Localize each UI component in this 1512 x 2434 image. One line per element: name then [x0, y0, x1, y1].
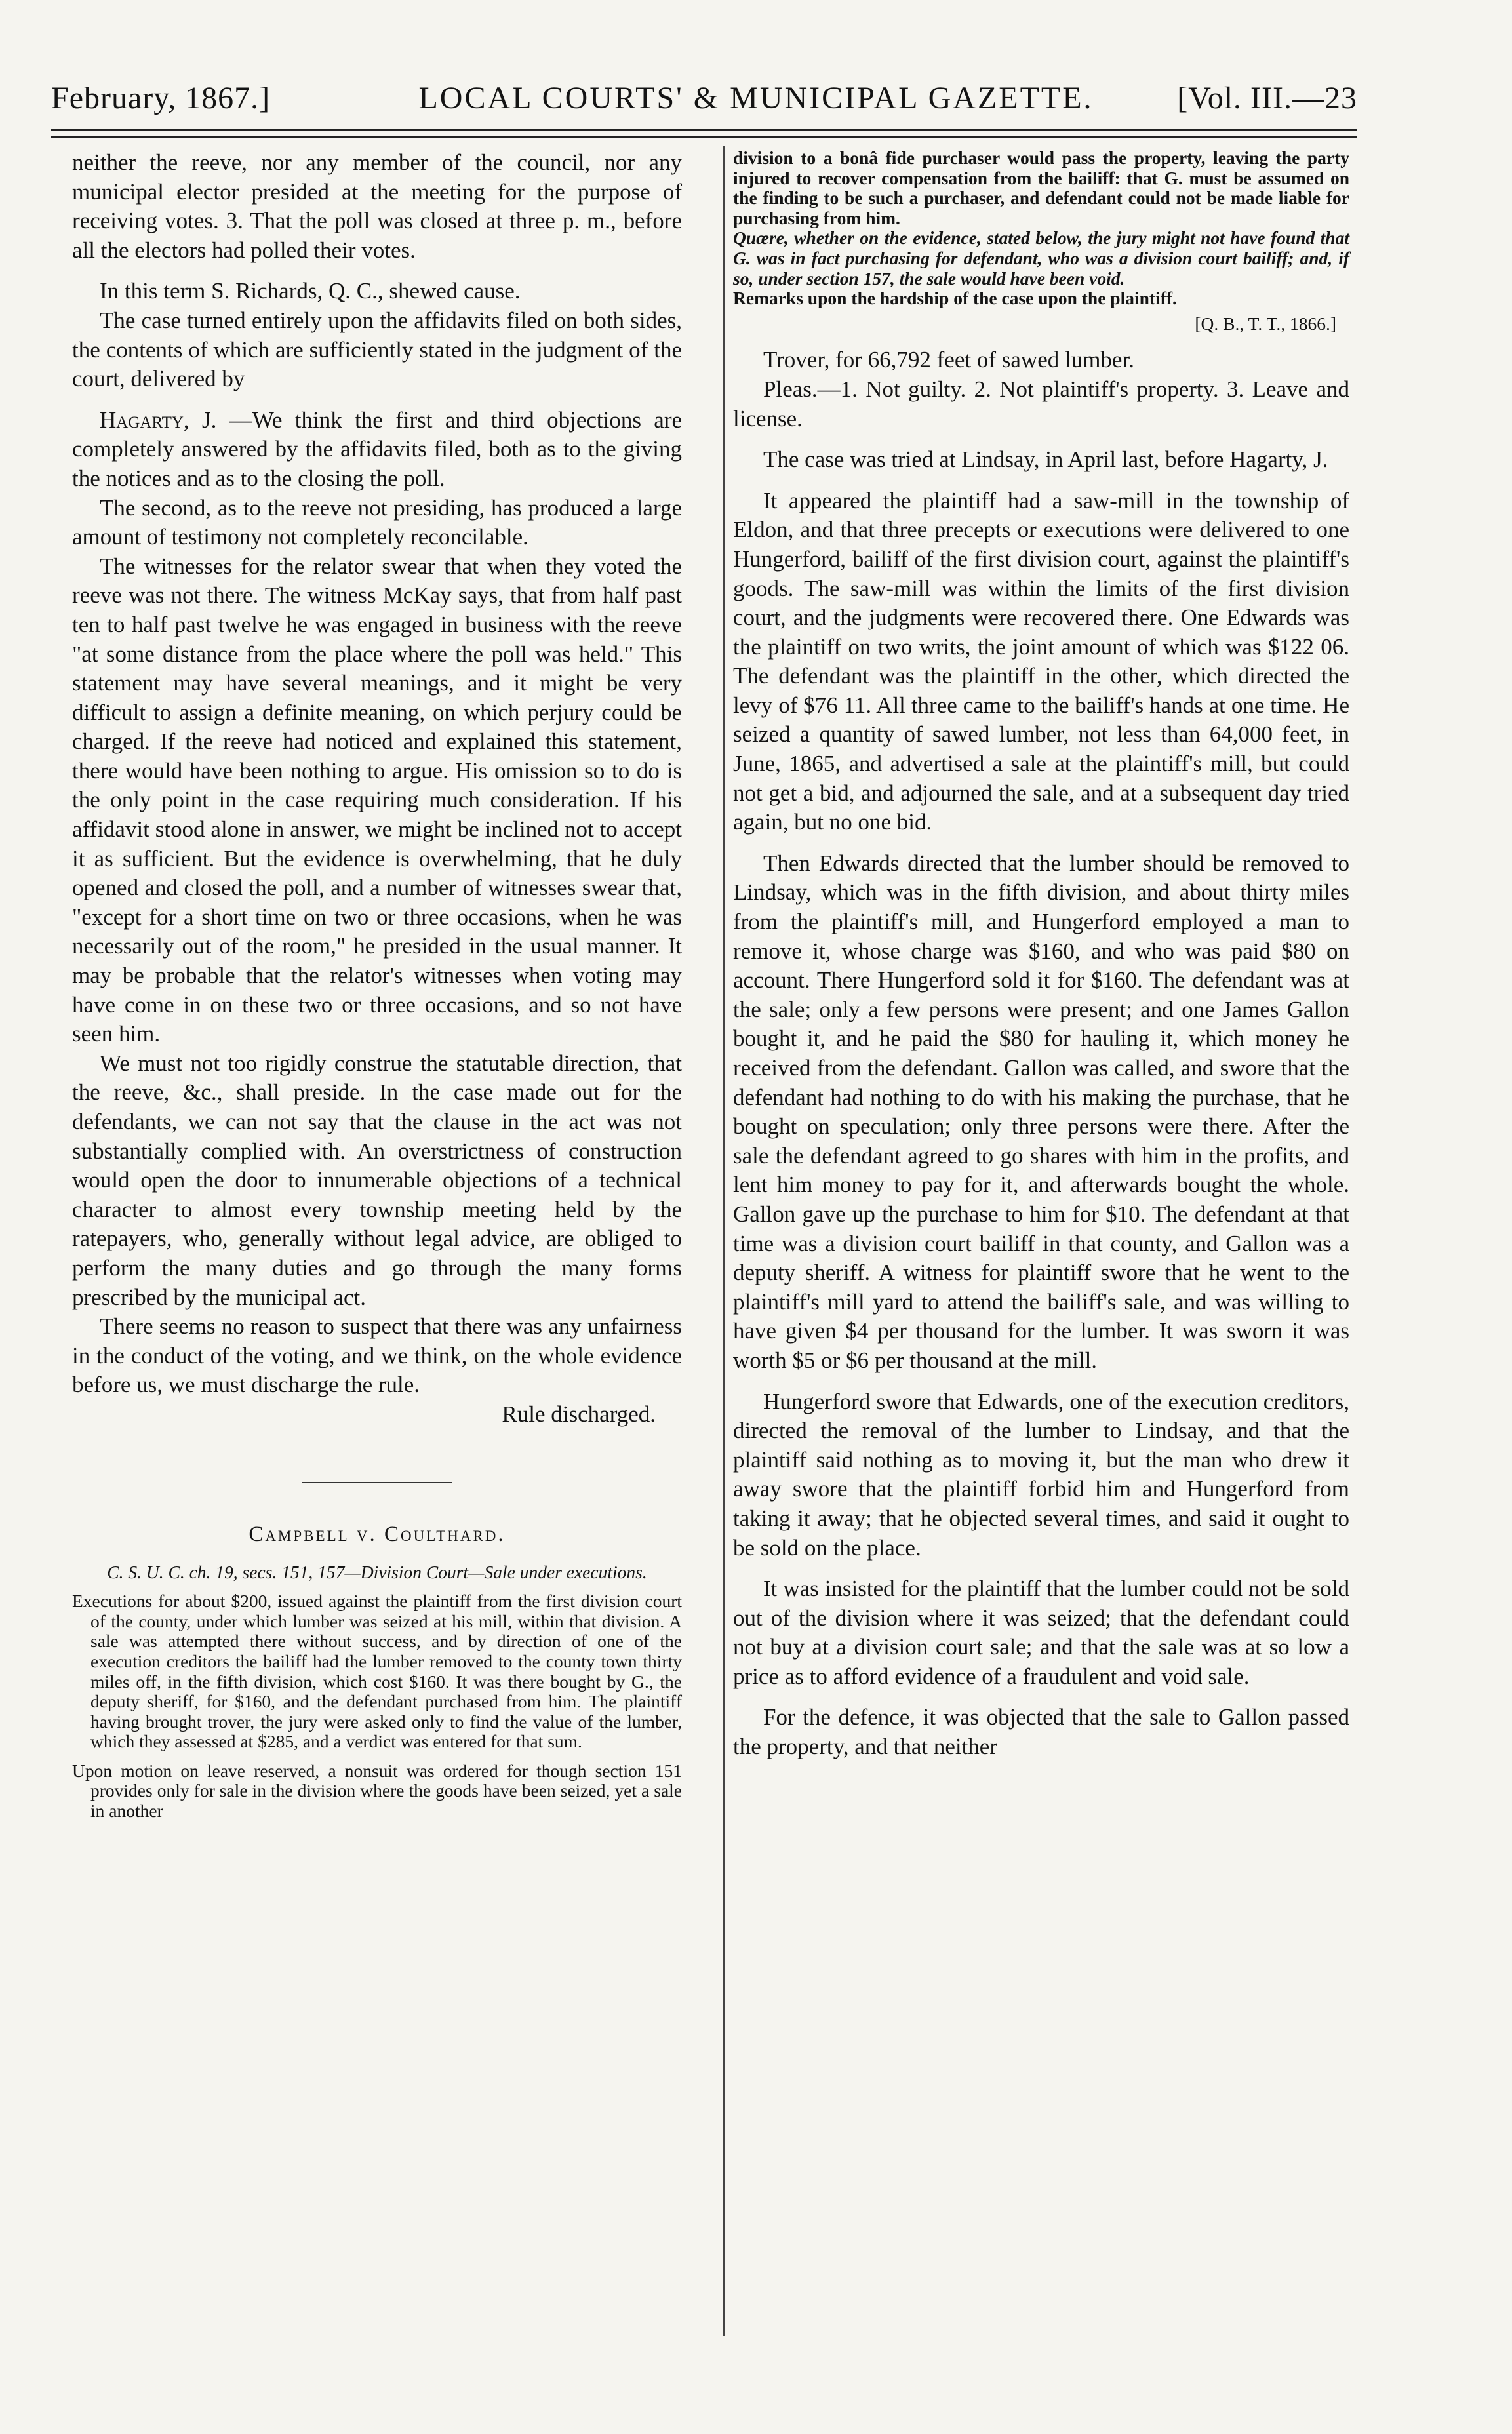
headnote: Executions for about $200, issued against the plaintiff from the first division court of the county, under which lumber was seized at his mill, within that division. A sale was attempted there without success, and by direction of one of the execution creditors the bailiff had the lumber removed to the county town thirty miles off, in the fifth division, which cost $160. It was there bought by G., the deputy sheriff, for $160, and the defendant purchased from him. The plaintiff having brought trover, the jury were asked only to find the value of the lumber, which they assessed at $285, and a verdict was entered for that sum. — [72, 1591, 682, 1752]
page-date: February, 1867.] — [51, 81, 271, 115]
column-divider — [723, 146, 725, 2336]
paragraph: We must not too rigidly construe the statutable direction, that the reeve, &c., shall preside. In the case made out for the defendants, we can not say that the clause in the act was not substantially complied with. An overstrictness of construction would open the door to innumerable objections of a technical character to almost every township meeting held by the ratepayers, who, generally without legal advice, are obliged to perform the many duties and go through the many forms prescribed by the municipal act. — [72, 1050, 682, 1310]
quaere-note: Quære, whether on the evidence, stated below, the jury might not have found that G. was in fact purchasing for defendant, who was a division court bailiff; and, if so, under section 157, the sale would have been void. — [733, 228, 1349, 289]
section-separator — [302, 1482, 452, 1483]
statute-citation: C. S. U. C. ch. 19, secs. 151, 157—Division Court—Sale under executions. — [107, 1561, 647, 1582]
paragraph: Then Edwards directed that the lumber should be removed to Lindsay, which was in the fifth division, and about thirty miles from the plaintiff's mill, and Hungerford employed a man to remove it, whose charge was $160, and who was paid $80 on account. There Hungerford sold it for $160. The defendant was at the sale; only a few persons were present; and one James Gallon bought it, and he paid the $80 for hauling it, which money he received from the defendant. Gallon was called, and swore that the defendant had nothing to do with his making the purchase, that he bought on speculation; only three persons were there. After the sale the defendant agreed to go shares with him in the profits, and lent him money to pay for it, and afterwards bought the whole. Gallon gave up the purchase to him for $10. The defendant at that time was a division court bailiff in that county, and Gallon was a deputy sheriff. A witness for plaintiff swore that he went to the plaintiff's mill yard to attend the bailiff's sale, and was willing to have given $4 per thousand for the lumber. It was sworn it was worth $5 or $6 per thousand at the mill. — [733, 850, 1349, 1373]
judgment-text: —We think the first and third objections are completely answered by the affidavits filed, both as to the giving the notices and as to the closing the poll. — [72, 407, 683, 491]
paragraph: Pleas.—1. Not guilty. 2. Not plaintiff's property. 3. Leave and license. — [733, 376, 1349, 431]
paragraph: In this term S. Richards, Q. C., shewed cause. — [100, 278, 521, 304]
left-column — [72, 148, 682, 1822]
paragraph: The case turned entirely upon the affidavits filed on both sides, the contents of which are sufficiently stated in the judgment of the court, delivered by — [72, 307, 682, 392]
paragraph: The second, as to the reeve not presiding, has produced a large amount of testimony not completely reconcilable. — [72, 494, 682, 550]
case-title: Campbell v. Coulthard. — [249, 1522, 506, 1546]
paragraph: It appeared the plaintiff had a saw-mill in the township of Eldon, and that three precepts or executions were delivered to one Hungerford, bailiff of the first division court, against the plaintiff's goods. The saw-mill was within the limits of the first division court, and the judgments were recovered there. One Edwards was the plaintiff on two writs, the joint amount of which was $122 06. The defendant was the plaintiff in the other, which directed the levy of $76 11. All three came to the bailiff's hands at one time. He seized a quantity of sawed lumber, not less than 64,000 feet, in June, 1865, and advertised a sale at the plaintiff's mill, but could not get a bid, and adjourned the sale, and at a subsequent day tried again, but no one bid. — [733, 487, 1349, 835]
paragraph: It was insisted for the plaintiff that the lumber could not be sold out of the division where it was seized; that the defendant could not buy at a division court sale; and that the sale was at so low a price as to afford evidence of a fraudulent and void sale. — [733, 1576, 1349, 1689]
paragraph: There seems no reason to suspect that there was any unfairness in the conduct of the voting, and we think, on the whole evidence before us, we must discharge the rule. — [72, 1313, 682, 1398]
judgment-paragraph — [72, 406, 682, 494]
judge-name: Hagarty, J. — [100, 407, 217, 433]
paragraph: The witnesses for the relator swear that when they voted the reeve was not there. The witness McKay says, that from half past ten to half past twelve he was engaged in business with the reeve "at some distance from the place where the poll was held." This statement may have several meanings, and it might be very difficult to assign a definite meaning, on which perjury could be charged. If the reeve had noticed and explained this statement, there would have been nothing to argue. His omission so to do is the only point in the case requiring much consideration. If his affidavit stood alone in answer, we might be inclined not to accept it as sufficient. But the evidence is overwhelming, that he duly opened and closed the poll, and a number of witnesses swear that, "except for a short time on two or three occasions, when he was necessarily out of the room," he presided in the usual manner. It may be probable that the relator's witnesses when voting may have come in on these two or three occasions, and so not have seen him. — [72, 553, 682, 1047]
volume-page-number: [Vol. III.—23 — [1177, 81, 1357, 115]
header-rule-thin — [51, 136, 1357, 138]
court-term: [Q. B., T. T., 1866.] — [1195, 313, 1336, 334]
paragraph: The case was tried at Lindsay, in April last, before Hagarty, J. — [763, 447, 1328, 473]
right-column — [733, 148, 1349, 1762]
paragraph: For the defence, it was objected that the sale to Gallon passed the property, and that neither — [733, 1704, 1349, 1760]
headnote-continued: division to a bonâ fide purchaser would pass the property, leaving the party injured to recover compensation from the bailiff: that G. must be assumed on the finding to be such a purchaser, and defendant could not be made liable for purchasing from him. — [733, 148, 1349, 228]
paragraph: neither the reeve, nor any member of the council, nor any municipal elector presided at the meeting for the purpose of receiving votes. 3. That the poll was closed at three p. m., before all the electors had polled their votes. — [72, 150, 682, 263]
paragraph: Hungerford swore that Edwards, one of the execution creditors, directed the removal of the lumber to Lindsay, and that the plaintiff said nothing as to moving it, but the man who drew it away swore that the plaintiff forbid him and Hungerford from taking it away; that he objected several times, and said it ought to be sold on the place. — [733, 1388, 1349, 1561]
paragraph: Trover, for 66,792 feet of sawed lumber. — [763, 347, 1134, 373]
remarks-note: Remarks upon the hardship of the case upon the plaintiff. — [733, 288, 1177, 309]
publication-title: LOCAL COURTS' & MUNICIPAL GAZETTE. — [418, 81, 1094, 115]
headnote: Upon motion on leave reserved, a nonsuit was ordered for though section 151 provides only for sale in the division where the goods have been seized, yet a sale in another — [72, 1760, 682, 1822]
rule-discharged: Rule discharged. — [502, 1401, 656, 1427]
header-rule — [51, 129, 1357, 131]
